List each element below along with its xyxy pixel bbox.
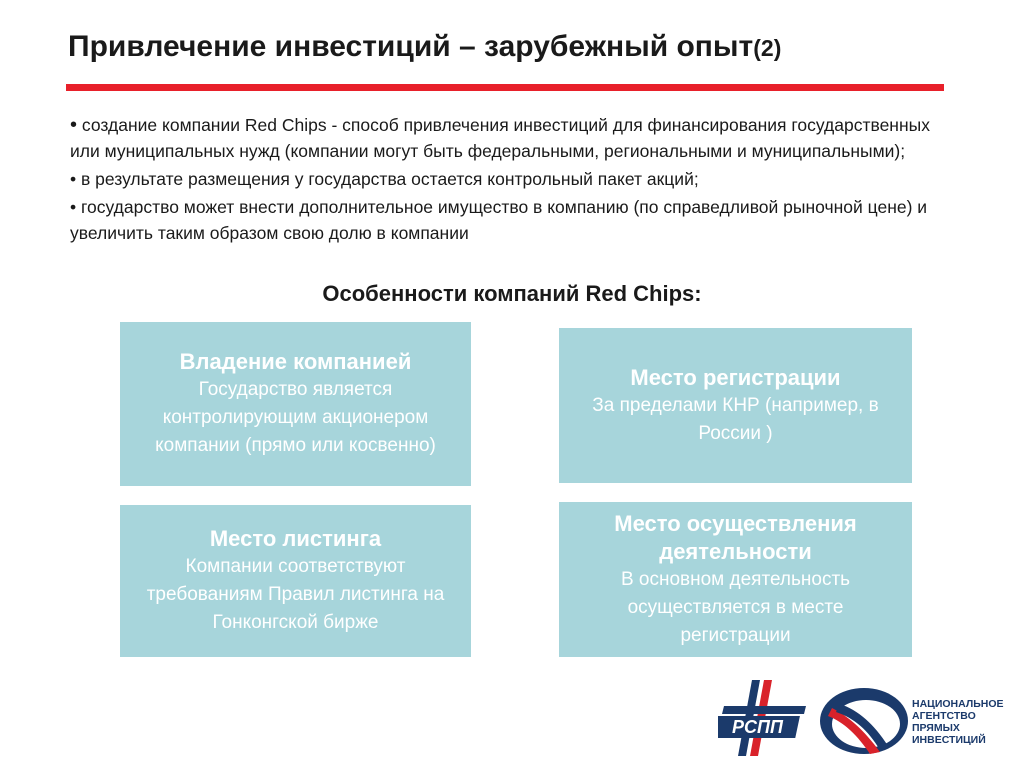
bullet-marker: • bbox=[70, 197, 77, 217]
page-title-main: Привлечение инвестиций – зарубежный опыт bbox=[68, 30, 754, 63]
bullet-marker: • bbox=[70, 169, 77, 189]
feature-card-ownership bbox=[120, 322, 471, 486]
nap-logo-text bbox=[912, 698, 1004, 746]
card-text: Компании соответствуют требованиям Правил листинга на Гонконгской бирже bbox=[146, 556, 445, 633]
nap-logo-line: АГЕНТСТВО bbox=[912, 710, 976, 722]
nap-logo-line: ПРЯМЫХ bbox=[912, 722, 960, 734]
card-title: Владение компанией bbox=[179, 349, 412, 374]
bullet-text: создание компании Red Chips - способ привлечения инвестиций для финансирования государственных или муниципальных нужд (компании могут быть федеральными, региональными и муниципальными); bbox=[70, 115, 930, 161]
feature-card-listing bbox=[120, 505, 471, 657]
title-divider bbox=[66, 84, 944, 91]
card-text: За пределами КНР (например, в России ) bbox=[592, 394, 879, 444]
card-title: Место осуществления деятельности bbox=[614, 510, 857, 564]
bullet-item bbox=[70, 166, 950, 192]
nap-logo-line: НАЦИОНАЛЬНОЕ bbox=[912, 698, 1004, 710]
card-text: Государство является контролирующим акционером компании (прямо или косвенно) bbox=[155, 379, 436, 456]
bullet-text: в результате размещения у государства остается контрольный пакет акций; bbox=[76, 169, 699, 189]
card-title: Место листинга bbox=[209, 526, 382, 551]
card-title: Место регистрации bbox=[630, 364, 841, 390]
feature-card-operations bbox=[559, 502, 912, 657]
nap-logo-icon bbox=[818, 686, 910, 756]
page-title bbox=[68, 30, 781, 64]
page-title-suffix: (2) bbox=[753, 35, 782, 61]
nap-logo-line: ИНВЕСТИЦИЙ bbox=[912, 734, 986, 746]
bullet-marker: • bbox=[70, 114, 78, 136]
card-text: В основном деятельность осуществляется в месте регистрации bbox=[620, 568, 851, 646]
bullet-item bbox=[70, 194, 950, 246]
feature-card-registration bbox=[559, 328, 912, 483]
bullet-item bbox=[70, 112, 950, 164]
bullet-list bbox=[70, 112, 950, 248]
section-subtitle: Особенности компаний Red Chips: bbox=[322, 281, 702, 306]
bullet-text: государство может внести дополнительное имущество в компанию (по справедливой рыночной цене) и увеличить таким образом свою долю в компании bbox=[70, 197, 928, 243]
rspp-logo-text: РСПП bbox=[732, 717, 783, 737]
rspp-logo-icon bbox=[718, 678, 810, 758]
